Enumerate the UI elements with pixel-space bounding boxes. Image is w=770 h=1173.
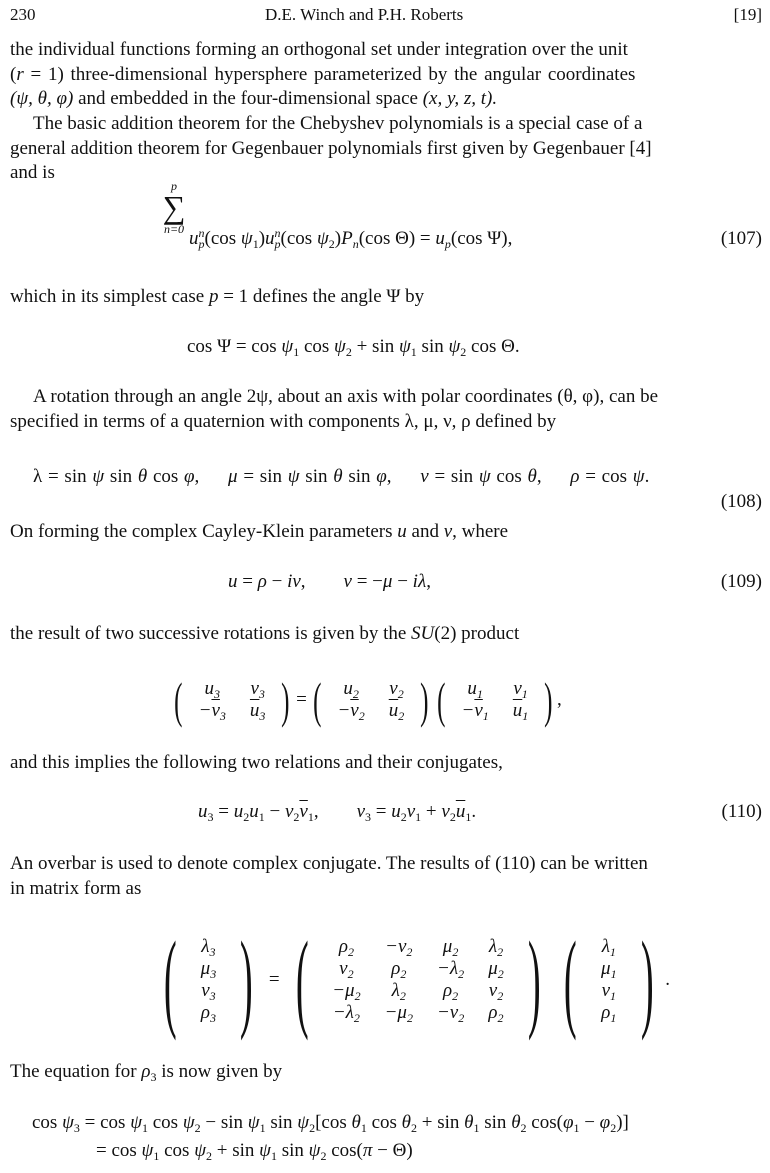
math-var: r [16, 64, 24, 85]
equation-110: $u_3 = u_2u_1 - v_2\overline{v}_1$, $v_3 = u_2v_1 + v_2\overline{u}_1$. [198, 801, 477, 824]
punct: , [556, 689, 562, 710]
body-line: and this implies the following two relations and their conjugates, [10, 752, 503, 773]
body-line [10, 88, 497, 110]
equation-rho3-line2: = $\cos \psi_1$ $\cos \psi_2 + \sin \psi_1$ $\sin \psi_2$ cos(π − Θ) [96, 1140, 413, 1163]
math-coords: (ψ, θ, φ) [10, 88, 74, 109]
equation-107: $u^n_p(\cos$ $\psi_1)u^n_p(\cos$ $\psi_2)P_n(\cos$ $\Theta) = u_p(\cos$ Ψ), [189, 226, 513, 251]
body-line: An overbar is used to denote complex conjugate. The results of (110) can be written [10, 853, 648, 874]
quaternion-matrix-equation: ( $\lambda_3$ $\mu_3$ $\nu_3$ $\rho_3$ ) = ( $\rho_2$ $-\nu_2$ $\mu_2$ $\lambda_2$ $\nu_2$ $\rho_2$ $-\lambda_2$ $\mu_2$ $-\mu_2$ $\lambda_2$ $\rho_2$ $\nu_2$ $-\lambda_2$ $-\mu_2$ $-\nu_2$ $\rho_2$ ) ( $\lambda_1$ $\mu_1$ $\nu_1$ $\rho_1$ ) . [163, 918, 670, 1041]
text: and [406, 521, 444, 542]
math-var: u [397, 521, 407, 542]
equation-108: λ = sin ψ sin θ cos φ, μ = sin ψ sin θ sin φ, ν = sin ψ cos θ, ρ = cos ψ. [33, 466, 650, 487]
equals-sign: = [268, 969, 280, 990]
text: The equation for [10, 1061, 142, 1082]
matrix-cell: $\rho_3$ [200, 1002, 216, 1025]
text: is now given by [156, 1061, 283, 1082]
math-var: ρ [141, 1061, 151, 1082]
equation-number-107: (107) [720, 228, 762, 249]
subscript: 3 [150, 1070, 157, 1084]
running-head-authors: D.E. Winch and P.H. Roberts [265, 5, 464, 24]
matrix-cell: $\mu_3$ [200, 958, 217, 981]
page-number: 230 [10, 5, 36, 24]
body-line: specified in terms of a quaternion with components λ, μ, ν, ρ defined by [10, 411, 557, 432]
text: (2) product [434, 623, 520, 644]
body-line [10, 64, 635, 86]
equation-cos-psi: $\cos \Psi = \cos \psi_1$ $\cos \psi_2 + \sin \psi_1$ $\sin \psi_2$ cos Θ. [187, 336, 520, 359]
summation [162, 180, 186, 236]
text: the result of two successive rotations is given by the [10, 623, 412, 644]
body-line: and is [10, 162, 55, 183]
text: which in its simplest case [10, 286, 209, 307]
matrix-u2: $u_2$ $v_2$ $-\overline{v}_2$ $\overline{u}_2$ [337, 678, 405, 723]
sum-symbol: ∑ [162, 189, 186, 225]
math-var: v [443, 521, 453, 542]
equation-number-110: (110) [721, 801, 762, 822]
equation-number-108: (108) [720, 491, 762, 512]
body-line: The basic addition theorem for the Chebyshev polynomials is a special case of a [33, 113, 643, 134]
text: ( [10, 64, 17, 85]
section-ref: [19] [733, 5, 762, 24]
punct: . [665, 969, 670, 990]
vector-lhs [189, 936, 229, 1024]
text: and embedded in the four-dimensional space [73, 88, 423, 109]
matrix-u1: $u_1$ $v_1$ $-\overline{v}_1$ $\overline{u}_1$ [461, 678, 529, 723]
rotation-matrix: $\rho_2$ $-\nu_2$ $\mu_2$ $\lambda_2$ $\nu_2$ $\rho_2$ $-\lambda_2$ $\mu_2$ $-\mu_2$ $\lambda_2$ $\rho_2$ $\nu_2$ $-\lambda_2$ $-\mu_2$ $-\nu_2$ $\rho_2$ [332, 936, 504, 1025]
matrix-cell: $\nu_3$ [201, 980, 216, 1003]
math-coords: (x, y, z, t). [422, 88, 498, 109]
matrix-cell: $\lambda_3$ [201, 936, 216, 959]
body-line: the individual functions forming an orthogonal set under integration over the unit [10, 39, 628, 60]
matrix-u3: $u_3$ $v_3$ $-\overline{v}_3$ $\overline{u}_3$ [198, 678, 266, 723]
text: , where [452, 521, 509, 542]
body-line: in matrix form as [10, 878, 142, 899]
text: = 1) three-dimensional hypersphere parameterized by the angular coordinates [23, 64, 636, 85]
sum-lower-limit: n=0 [163, 222, 185, 236]
body-line [10, 521, 508, 543]
text: On forming the complex Cayley-Klein parameters [10, 521, 398, 542]
text: = 1 defines the angle Ψ by [218, 286, 425, 307]
equation-109: u = ρ − iν, v = −μ − iλ, [228, 571, 431, 592]
math-var: p [208, 286, 219, 307]
equation-rho3-line1: $\cos \psi_3 = \cos \psi_1$ $\cos \psi_2 - \sin \psi_1$ $\sin \psi_2[\cos$ $\theta_1$ $\cos \theta_2 + \sin \theta_1$ $\sin \theta_2$ $\cos(\varphi_1 - \varphi_2)$] [32, 1112, 629, 1135]
math-var: SU [411, 623, 435, 644]
body-line [10, 1061, 282, 1083]
vector-rhs: $\lambda_1$ $\mu_1$ $\nu_1$ $\rho_1$ [601, 936, 617, 1025]
su2-matrix-equation: ( $u_3$ $v_3$ $-\overline{v}_3$ $\overline{u}_3$ ) = ( $u_2$ $v_2$ $-\overline{v}_2$ $\overline{u}_2$ ) ( $u_1$ $v_1$ $-\overline{v}_1$ $\overline{u}_1$ ) , [174, 672, 562, 728]
body-line [10, 623, 519, 645]
body-line: A rotation through an angle 2ψ, about an axis with polar coordinates (θ, φ), can be [33, 386, 659, 407]
body-line [10, 286, 424, 308]
equation-number-109: (109) [720, 571, 762, 592]
body-line: general addition theorem for Gegenbauer polynomials first given by Gegenbauer [4] [10, 138, 652, 159]
sum-upper-limit: p [171, 179, 177, 193]
